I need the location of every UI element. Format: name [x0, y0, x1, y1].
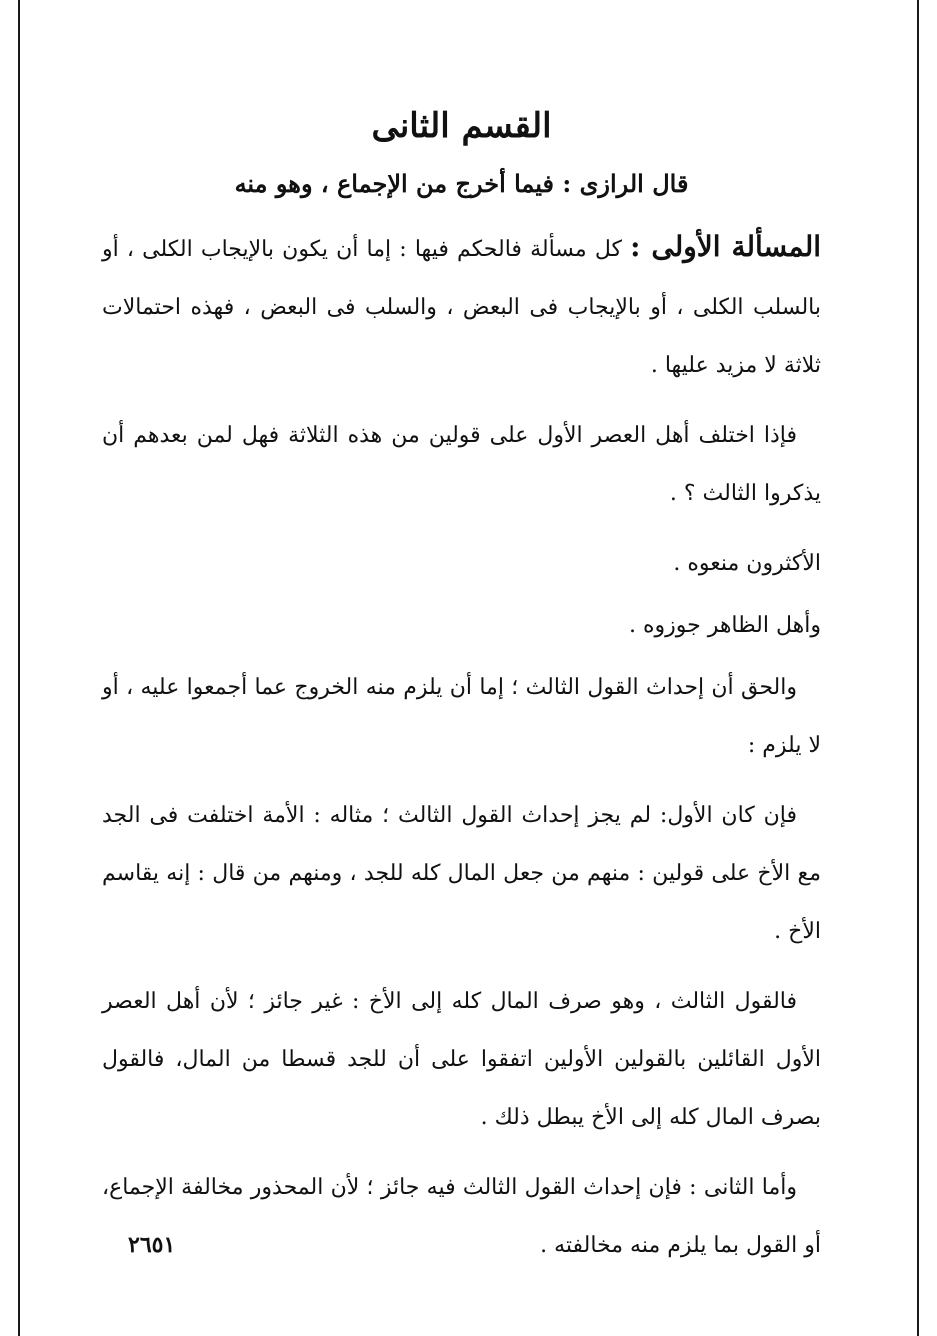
- paragraph-2: فإذا اختلف أهل العصر الأول على قولين من هذه الثلاثة فهل لمن بعدهم أن يذكروا الثالث ؟ .: [102, 423, 821, 506]
- paragraph-7: فالقول الثالث ، وهو صرف المال كله إلى الأخ : غير جائز ؛ لأن أهل العصر الأول القائلين بالقولين الأولين اتفقوا على أن للجد قسطا من المال، فالقول بصرف المال كله إلى الأخ يبطل ذلك .: [102, 989, 821, 1130]
- page-number: ٢٦٥١: [128, 1232, 176, 1258]
- paragraph-1-text: كل مسألة فالحكم فيها : إما أن يكون بالإيجاب الكلى ، أو بالسلب الكلى ، أو بالإيجاب فى البعض ، والسلب فى البعض ، فهذه احتمالات ثلاثة لا مزيد عليها .: [102, 237, 821, 378]
- page-content: [102, 96, 821, 1287]
- document-page: [18, 0, 919, 1336]
- section-subtitle: قال الرازى : فيما أخرج من الإجماع ، وهو منه: [234, 169, 689, 198]
- paragraph-6: فإن كان الأول: لم يجز إحداث القول الثالث ؛ مثاله : الأمة اختلفت فى الجد مع الأخ على قولين : منهم من جعل المال كله للجد ، ومنهم من قال : إنه يقاسم الأخ .: [102, 803, 821, 944]
- paragraph-8: وأما الثانى : فإن إحداث القول الثالث فيه جائز ؛ لأن المحذور مخالفة الإجماع، أو القول بما يلزم منه مخالفته .: [102, 1175, 821, 1258]
- paragraph-5: والحق أن إحداث القول الثالث ؛ إما أن يلزم منه الخروج عما أجمعوا عليه ، أو لا يلزم :: [102, 675, 821, 758]
- issue-heading: المسألة الأولى :: [630, 230, 822, 263]
- section-title: القسم الثانى: [371, 106, 552, 146]
- paragraph-3: الأكثرون منعوه .: [673, 551, 821, 576]
- paragraph-1: [102, 218, 821, 395]
- paragraph-4: وأهل الظاهر جوزوه .: [628, 613, 821, 638]
